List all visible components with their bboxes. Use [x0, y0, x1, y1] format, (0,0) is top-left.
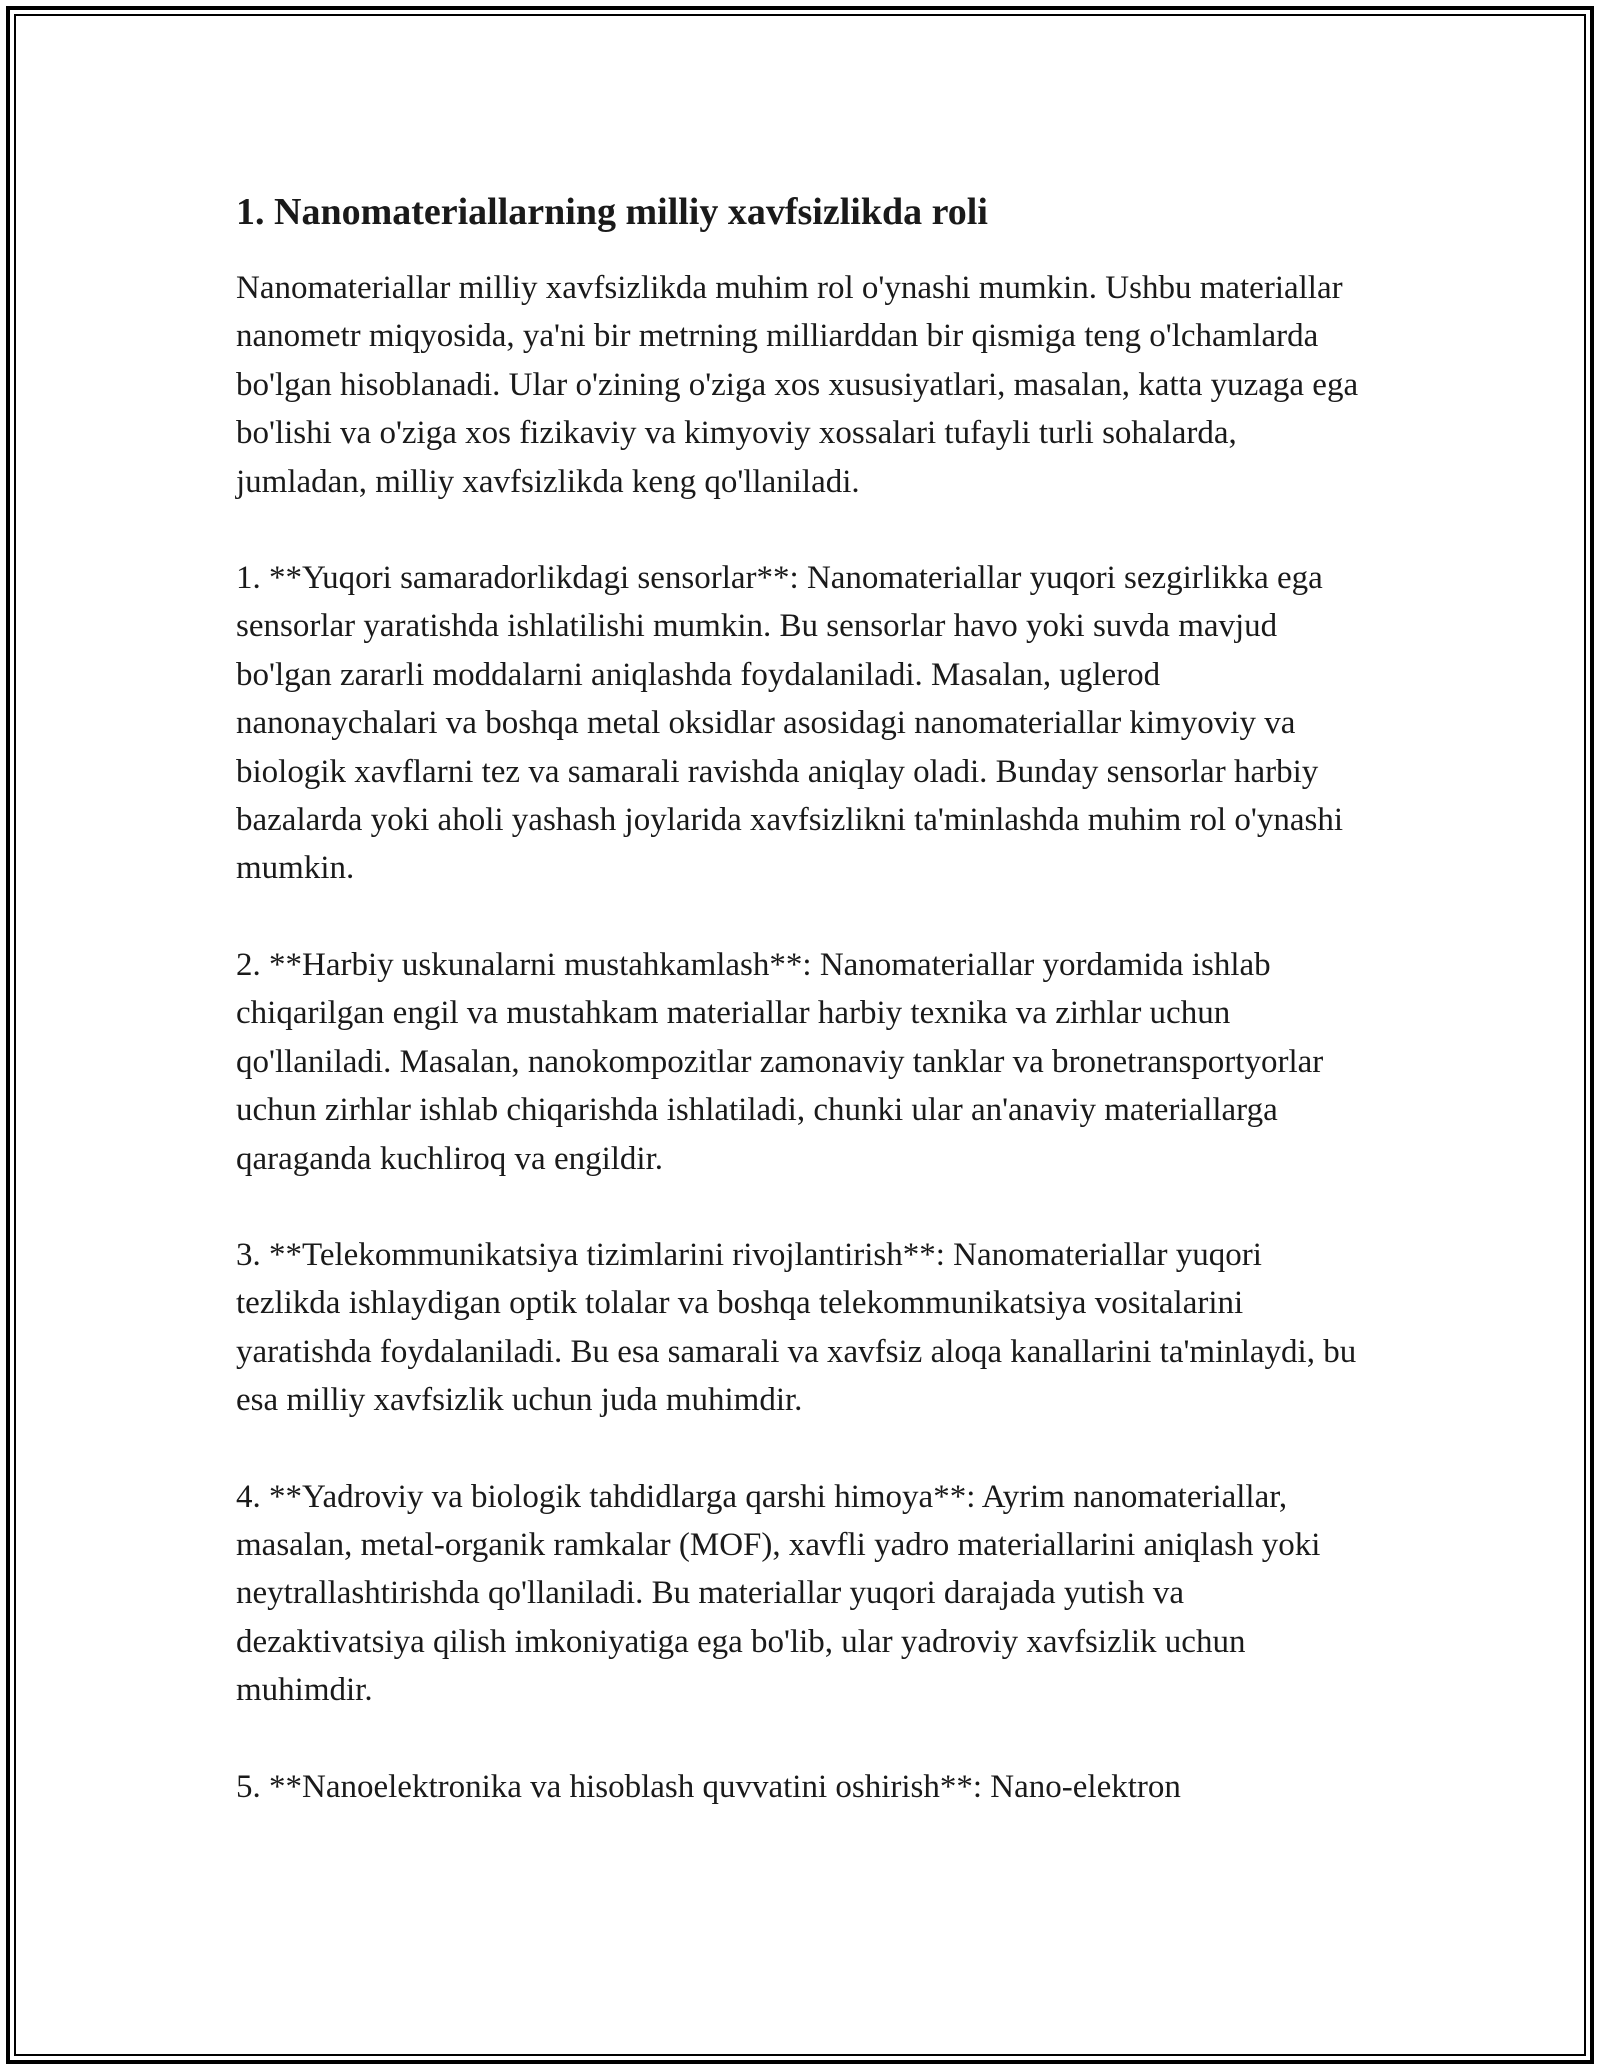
- list-item-nuclear-biological-protection: 4. **Yadroviy va biologik tahdidlarga qarshi himoya**: Ayrim nanomateriallar, masalan, metal-organik ramkalar (MOF), xavfli yadro materiallarini aniqlash yoki neytrallashtirishda qo'llaniladi. Bu materiallar yuqori darajada yutish va dezaktivatsiya qilish imkoniyatiga ega bo'lib, ular yadroviy xavfsizlik uchun muhimdir.: [236, 1478, 1321, 1709]
- intro-paragraph: Nanomateriallar milliy xavfsizlikda muhim rol o'ynashi mumkin. Ushbu materiallar nanometr miqyosida, ya'ni bir metrning milliarddan bir qismiga teng o'lchamlarda bo'lgan hisoblanadi. Ular o'zining o'ziga xos xususiyatlari, masalan, katta yuzaga ega bo'lishi va o'ziga xos fizikaviy va kimyoviy xossalari tufayli turli sohalarda, jumladan, milliy xavfsizlikda keng qo'llaniladi.: [236, 270, 1359, 500]
- document-body: [236, 186, 1366, 1859]
- list-item-nanoelectronics: 5. **Nanoelektronika va hisoblash quvvatini oshirish**: Nano-elektron: [236, 1768, 1181, 1805]
- list-item-telecommunications: 3. **Telekommunikatsiya tizimlarini rivojlantirish**: Nanomateriallar yuqori tezlikda ishlaydigan optik tolalar va boshqa telekommunikatsiya vositalarini yaratishda foydalaniladi. Bu esa samarali va xavfsiz aloqa kanallarini ta'minlaydi, bu esa milliy xavfsizlik uchun juda muhimdir.: [236, 1236, 1357, 1419]
- list-item-sensors: 1. **Yuqori samaradorlikdagi sensorlar**: Nanomateriallar yuqori sezgirlikka ega sensorlar yaratishda ishlatilishi mumkin. Bu sensorlar havo yoki suvda mavjud bo'lgan zararli moddalarni aniqlashda foydalaniladi. Masalan, uglerod nanonaychalari va boshqa metal oksidlar asosidagi nanomateriallar kimyoviy va biologik xavflarni tez va samarali ravishda aniqlay oladi. Bunday sensorlar harbiy bazalarda yoki aholi yashash joylarida xavfsizlikni ta'minlashda muhim rol o'ynashi mumkin.: [236, 560, 1344, 887]
- list-item-military-equipment: 2. **Harbiy uskunalarni mustahkamlash**: Nanomateriallar yordamida ishlab chiqarilgan engil va mustahkam materiallar harbiy texnika va zirhlar uchun qo'llaniladi. Masalan, nanokompozitlar zamonaviy tanklar va bronetransportyorlar uchun zirhlar ishlab chiqarishda ishlatiladi, chunki ular an'anaviy materiallarga qaraganda kuchliroq va engildir.: [236, 946, 1324, 1177]
- document-title: 1. Nanomateriallarning milliy xavfsizlikda roli: [236, 191, 988, 233]
